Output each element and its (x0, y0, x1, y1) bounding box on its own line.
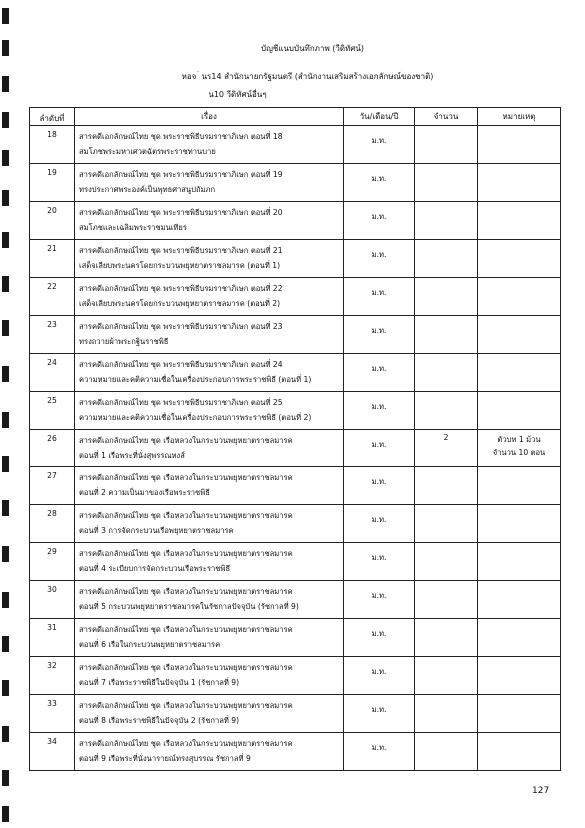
row-date: ม.ท. (344, 277, 415, 315)
col-header-title: เรื่อง (75, 108, 344, 126)
row-note (478, 277, 561, 315)
row-date: ม.ท. (344, 543, 415, 581)
row-date: ม.ท. (344, 619, 415, 657)
row-title (75, 619, 344, 657)
row-date: ม.ท. (344, 391, 415, 429)
row-quantity (415, 619, 478, 657)
table-row (30, 619, 561, 657)
title-line: สารคดีเอกลักษณ์ไทย ชุด พระราชพิธีบรมราชาภิเษก ตอนที่ 20 (79, 207, 283, 217)
row-number: 23 (30, 315, 75, 353)
row-number: 26 (30, 429, 75, 467)
table-row (30, 581, 561, 619)
row-date: ม.ท. (344, 126, 415, 164)
title-line: สารคดีเอกลักษณ์ไทย ชุด เรือหลวงในกระบวนพยุหยาตราชลมารค (79, 587, 293, 597)
row-number: 32 (30, 657, 75, 695)
table-header-row (30, 108, 561, 126)
page-number: 127 (532, 786, 550, 796)
margin-mark (2, 40, 9, 56)
row-note (478, 353, 561, 391)
row-quantity (415, 733, 478, 771)
title-line: สารคดีเอกลักษณ์ไทย ชุด เรือหลวงในกระบวนพยุหยาตราชลมารค (79, 549, 293, 559)
title-line: ตอนที่ 3 การจัดกระบวนเรือพยุหยาตราชลมารค (79, 526, 234, 536)
title-line: ทรงถวายผ้าพระกฐินราชพิธี (79, 336, 169, 346)
row-quantity: 2 (415, 429, 478, 467)
row-date: ม.ท. (344, 657, 415, 695)
margin-mark (2, 636, 9, 652)
table-row (30, 657, 561, 695)
row-note (478, 126, 561, 164)
row-title (75, 163, 344, 201)
title-line: สารคดีเอกลักษณ์ไทย ชุด พระราชพิธีบรมราชาภิเษก ตอนที่ 24 (79, 359, 283, 369)
row-date: ม.ท. (344, 733, 415, 771)
table-row (30, 353, 561, 391)
row-note (478, 239, 561, 277)
row-title (75, 467, 344, 505)
title-line: สารคดีเอกลักษณ์ไทย ชุด พระราชพิธีบรมราชาภิเษก ตอนที่ 18 (79, 132, 283, 141)
title-line: สมโภชพระมหาเศวตฉัตรพระราชทานบาย (79, 147, 216, 156)
punch-marks (0, 0, 14, 828)
row-date: ม.ท. (344, 695, 415, 733)
row-note (478, 657, 561, 695)
row-number: 21 (30, 239, 75, 277)
row-title (75, 581, 344, 619)
margin-mark (2, 806, 9, 822)
margin-mark (2, 726, 9, 742)
title-line: สารคดีเอกลักษณ์ไทย ชุด เรือหลวงในกระบวนพยุหยาตราชลมารค (79, 473, 293, 483)
title-line: สารคดีเอกลักษณ์ไทย ชุด เรือหลวงในกระบวนพยุหยาตราชลมารค (79, 663, 293, 673)
title-line: ตอนที่ 1 เรือพระที่นั่งสุพรรณหงส์ (79, 450, 185, 460)
row-note (478, 163, 561, 201)
title-line: สมโภชและเฉลิมพระราชมนเทียร (79, 222, 187, 232)
row-quantity (415, 467, 478, 505)
row-title (75, 315, 344, 353)
row-number: 29 (30, 543, 75, 581)
row-date: ม.ท. (344, 353, 415, 391)
margin-mark (2, 112, 9, 128)
row-date: ม.ท. (344, 581, 415, 619)
document-section: น10 วีดิทัศน์อื่นๆ (208, 90, 267, 99)
row-note (478, 733, 561, 771)
margin-mark (2, 366, 9, 382)
row-title (75, 505, 344, 543)
row-quantity (415, 353, 478, 391)
row-quantity (415, 315, 478, 353)
row-date: ม.ท. (344, 467, 415, 505)
title-line: ตอนที่ 9 เรือพระที่นั่งนารายณ์ทรงสุบรรณ รัชกาลที่ 9 (79, 754, 251, 763)
row-date: ม.ท. (344, 315, 415, 353)
title-line: เสด็จเลียบพระนครโดยกระบวนพยุหยาตราชลมารค (ตอนที่ 2) (79, 298, 281, 308)
title-line: สารคดีเอกลักษณ์ไทย ชุด พระราชพิธีบรมราชาภิเษก ตอนที่ 21 (79, 245, 283, 255)
row-date: ม.ท. (344, 201, 415, 239)
row-number: 18 (30, 126, 75, 164)
margin-mark (2, 500, 9, 516)
row-title (75, 353, 344, 391)
row-date: ม.ท. (344, 163, 415, 201)
title-line: สารคดีเอกลักษณ์ไทย ชุด เรือหลวงในกระบวนพยุหยาตราชลมารค (79, 701, 293, 711)
margin-mark (2, 8, 9, 24)
row-number: 24 (30, 353, 75, 391)
row-quantity (415, 391, 478, 429)
col-header-note: หมายเหตุ (478, 108, 561, 126)
row-quantity (415, 239, 478, 277)
row-title (75, 429, 344, 467)
col-header-no: ลำดับที่ (30, 108, 75, 126)
row-note (478, 619, 561, 657)
row-title (75, 733, 344, 771)
col-header-qty: จำนวน (415, 108, 478, 126)
document-title: บัญชีแนบบันทึกภาพ (วีดิทัศน์) (260, 44, 365, 53)
row-quantity (415, 201, 478, 239)
margin-mark (2, 680, 9, 696)
title-line: สารคดีเอกลักษณ์ไทย ชุด เรือหลวงในกระบวนพยุหยาตราชลมารค (79, 435, 293, 445)
row-number: 30 (30, 581, 75, 619)
row-date: ม.ท. (344, 239, 415, 277)
row-quantity (415, 505, 478, 543)
title-line: ทรงประกาศพระองค์เป็นพุทธศาสนูปถัมภก (79, 184, 216, 194)
title-line: ตอนที่ 6 เรือในกระบวนพยุหยาตราชลมารค (79, 640, 221, 650)
row-title (75, 543, 344, 581)
table-row (30, 391, 561, 429)
margin-mark (2, 546, 9, 562)
row-number: 34 (30, 733, 75, 771)
col-header-date: วัน/เดือน/ปี (344, 108, 415, 126)
title-line: ตอนที่ 4 ระเบียบการจัดกระบวนเรือพระราชพิธี (79, 564, 231, 574)
margin-mark (2, 770, 9, 786)
row-note (478, 201, 561, 239)
row-note: ตัวบท 1 ม้วน จำนวน 10 ตอน (478, 429, 561, 467)
margin-mark (2, 592, 9, 608)
row-date: ม.ท. (344, 429, 415, 467)
row-quantity (415, 543, 478, 581)
margin-mark (2, 412, 9, 428)
table-row (30, 429, 561, 467)
margin-mark (2, 190, 9, 206)
row-title (75, 239, 344, 277)
title-line: สารคดีเอกลักษณ์ไทย ชุด พระราชพิธีบรมราชาภิเษก ตอนที่ 22 (79, 283, 283, 293)
title-line: สารคดีเอกลักษณ์ไทย ชุด เรือหลวงในกระบวนพยุหยาตราชลมารค (79, 511, 293, 521)
row-note (478, 467, 561, 505)
row-note (478, 505, 561, 543)
title-line: สารคดีเอกลักษณ์ไทย ชุด เรือหลวงในกระบวนพยุหยาตราชลมารค (79, 739, 293, 748)
table-row (30, 505, 561, 543)
title-line: เสด็จเลียบพระนครโดยกระบวนพยุหยาตราชลมารค (ตอนที่ 1) (79, 260, 281, 270)
row-title (75, 695, 344, 733)
table-row (30, 467, 561, 505)
row-quantity (415, 581, 478, 619)
title-line: สารคดีเอกลักษณ์ไทย ชุด เรือหลวงในกระบวนพยุหยาตราชลมารค (79, 625, 293, 635)
row-quantity (415, 277, 478, 315)
row-note (478, 581, 561, 619)
row-number: 22 (30, 277, 75, 315)
title-line: สารคดีเอกลักษณ์ไทย ชุด พระราชพิธีบรมราชาภิเษก ตอนที่ 19 (79, 169, 283, 179)
margin-mark (2, 232, 9, 248)
row-quantity (415, 695, 478, 733)
row-note (478, 543, 561, 581)
row-title (75, 391, 344, 429)
title-line: ตอนที่ 2 ความเป็นมาของเรือพระราชพิธี (79, 488, 210, 498)
records-table (29, 107, 561, 771)
row-note (478, 315, 561, 353)
row-quantity (415, 126, 478, 164)
row-date: ม.ท. (344, 505, 415, 543)
table-row (30, 277, 561, 315)
table-row (30, 315, 561, 353)
margin-mark (2, 276, 9, 292)
margin-mark (2, 456, 9, 472)
margin-mark (2, 320, 9, 336)
table-row (30, 126, 561, 164)
row-number: 20 (30, 201, 75, 239)
title-line: ตอนที่ 7 เรือพระราชพิธีในปัจจุบัน 1 (รัชกาลที่ 9) (79, 678, 240, 688)
row-number: 27 (30, 467, 75, 505)
table-row (30, 543, 561, 581)
row-title (75, 126, 344, 164)
table-row (30, 239, 561, 277)
title-line: ตอนที่ 8 เรือพระราชพิธีในปัจจุบัน 2 (รัชกาลที่ 9) (79, 716, 240, 726)
row-number: 28 (30, 505, 75, 543)
row-title (75, 201, 344, 239)
title-line: สารคดีเอกลักษณ์ไทย ชุด พระราชพิธีบรมราชาภิเษก ตอนที่ 23 (79, 321, 283, 331)
row-title (75, 277, 344, 315)
title-line: ความหมายและคติความเชื่อในเครื่องประกอบการพระราชพิธี (ตอนที่ 2) (79, 412, 312, 422)
document-subtitle: หอจ ่ นร14 สำนักนายกรัฐมนตรี (สำนักงานเสริมสร้างเอกลักษณ์ของชาติ) (181, 72, 434, 81)
title-line: สารคดีเอกลักษณ์ไทย ชุด พระราชพิธีบรมราชาภิเษก ตอนที่ 25 (79, 397, 283, 407)
row-title (75, 657, 344, 695)
title-line: ความหมายและคติความเชื่อในเครื่องประกอบการพระราชพิธี (ตอนที่ 1) (79, 374, 312, 384)
table-row (30, 163, 561, 201)
row-quantity (415, 163, 478, 201)
title-line: ตอนที่ 5 กระบวนพยุหยาตราชลมารคในรัชกาลปัจจุบัน (รัชกาลที่ 9) (79, 602, 299, 612)
margin-mark (2, 150, 9, 166)
row-number: 19 (30, 163, 75, 201)
row-note (478, 391, 561, 429)
table-row (30, 733, 561, 771)
row-number: 25 (30, 391, 75, 429)
table-row (30, 695, 561, 733)
table-row (30, 201, 561, 239)
row-number: 31 (30, 619, 75, 657)
row-number: 33 (30, 695, 75, 733)
row-quantity (415, 657, 478, 695)
row-note (478, 695, 561, 733)
